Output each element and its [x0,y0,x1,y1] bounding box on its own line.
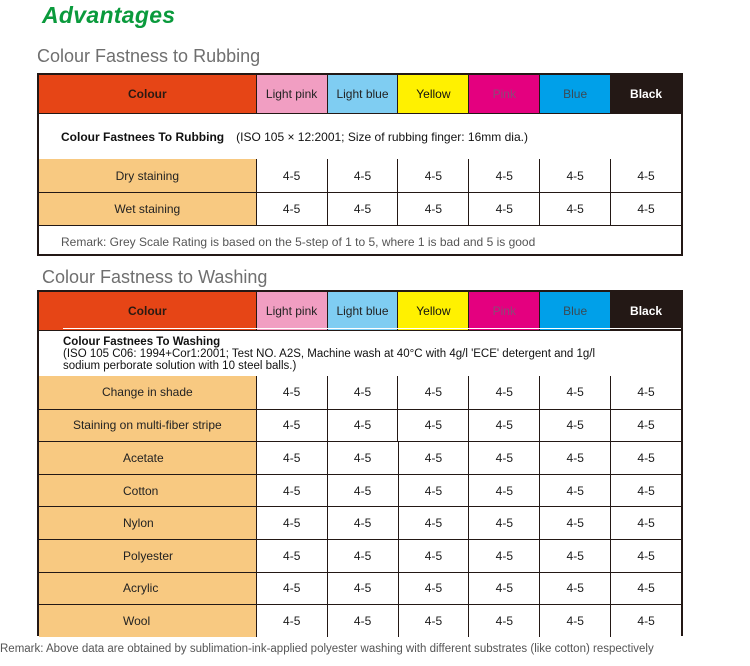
table-row [39,192,681,225]
colour-blue-header: Blue [539,292,610,330]
table-row [39,376,681,409]
rating-cell: 4-5 [610,475,681,507]
colour-light-pink-header: Light pink [256,292,327,330]
rubbing-remark: Remark: Grey Scale Rating is based on the 5-step of 1 to 5, where 1 is bad and 5 is good [61,234,536,249]
rating-cell: 4-5 [468,507,539,539]
rating-cell: 4-5 [610,376,681,409]
rating-cell: 4-5 [327,475,398,507]
row-label: Dry staining [39,159,256,192]
rating-cell: 4-5 [398,442,469,474]
rating-cell: 4-5 [256,193,327,225]
rating-cell: 4-5 [610,442,681,474]
row-label: Acetate [39,442,256,474]
row-label: Nylon [39,507,256,539]
rating-cell: 4-5 [397,376,468,409]
rubbing-section-title: Colour Fastness to Rubbing [37,46,261,66]
washing-info-row [39,330,681,376]
rating-cell: 4-5 [397,193,468,225]
rating-cell: 4-5 [468,540,539,572]
rating-cell: 4-5 [468,410,539,442]
rating-cell: 4-5 [327,442,398,474]
washing-header-row [39,292,681,330]
rating-cell: 4-5 [327,540,398,572]
colour-black-header: Black [610,292,681,330]
rating-cell: 4-5 [256,507,327,539]
rubbing-info-title: Colour Fastnees To Rubbing [61,129,225,144]
rating-cell: 4-5 [327,573,398,605]
colour-light-blue-header: Light blue [327,75,398,113]
rating-cell: 4-5 [468,605,539,637]
table-row [39,159,681,192]
rating-cell: 4-5 [539,507,610,539]
rating-cell: 4-5 [539,573,610,605]
washing-table [37,290,683,636]
colour-header-cell: Colour [39,75,256,113]
colour-light-pink-header: Light pink [256,75,327,113]
colour-yellow-header: Yellow [397,75,468,113]
page-title: Advantages [42,2,176,28]
table-row [39,474,681,507]
rating-cell: 4-5 [256,410,327,442]
rating-cell: 4-5 [327,605,398,637]
rating-cell: 4-5 [468,442,539,474]
washing-remark: Remark: Above data are obtained by sublimation-ink-applied polyester washing with different substrates (like cotton) respectively [0,643,654,655]
rating-cell: 4-5 [398,540,469,572]
row-label: Staining on multi-fiber stripe [39,410,256,442]
rating-cell: 4-5 [539,475,610,507]
row-label: Acrylic [39,573,256,605]
table-row [39,572,681,605]
rating-cell: 4-5 [468,376,539,409]
washing-info-standard-line2: sodium perborate solution with 10 steel balls.) [63,359,297,372]
rating-cell: 4-5 [610,573,681,605]
rating-cell: 4-5 [327,507,398,539]
rating-cell: 4-5 [398,507,469,539]
table-row [39,409,681,442]
rating-cell: 4-5 [256,159,327,192]
rating-cell: 4-5 [468,193,539,225]
rating-cell: 4-5 [398,605,469,637]
rating-cell: 4-5 [539,376,610,409]
rating-cell: 4-5 [539,540,610,572]
rating-cell: 4-5 [610,193,681,225]
colour-pink-header: Pink [468,75,539,113]
rating-cell: 4-5 [256,442,327,474]
rating-cell: 4-5 [539,442,610,474]
rating-cell: 4-5 [256,475,327,507]
rubbing-info-standard: (ISO 105 × 12:2001; Size of rubbing finger: 16mm dia.) [236,129,528,144]
colour-header-cell: Colour [39,292,256,330]
rating-cell: 4-5 [539,605,610,637]
washing-info-standard-line1: (ISO 105 C06: 1994+Cor1:2001; Test NO. A2S, Machine wash at 40°C with 4g/l 'ECE' detergent and 1g/l [63,347,596,360]
rating-cell: 4-5 [610,605,681,637]
header-divider-line [63,328,681,329]
rating-cell: 4-5 [468,475,539,507]
table-row [39,604,681,637]
rating-cell: 4-5 [610,507,681,539]
washing-info-title: Colour Fastnees To Washing [63,335,221,348]
rating-cell: 4-5 [539,410,610,442]
rating-cell: 4-5 [327,193,398,225]
rating-cell: 4-5 [610,159,681,192]
rating-cell: 4-5 [256,573,327,605]
rubbing-header-row [39,75,681,113]
washing-section-title: Colour Fastness to Washing [42,267,268,287]
table-row [39,506,681,539]
rating-cell: 4-5 [539,159,610,192]
row-label: Polyester [39,540,256,572]
rating-cell: 4-5 [610,540,681,572]
rating-cell: 4-5 [256,540,327,572]
colour-black-header: Black [610,75,681,113]
rating-cell: 4-5 [468,159,539,192]
colour-light-blue-header: Light blue [327,292,398,330]
rubbing-info-row [39,113,681,159]
row-label: Cotton [39,475,256,507]
rubbing-remark-row [39,225,681,257]
rating-cell: 4-5 [256,605,327,637]
rating-cell: 4-5 [397,159,468,192]
row-label: Wool [39,605,256,637]
colour-pink-header: Pink [468,292,539,330]
rating-cell: 4-5 [398,573,469,605]
colour-yellow-header: Yellow [397,292,468,330]
rating-cell: 4-5 [327,376,398,409]
rating-cell: 4-5 [398,475,469,507]
rating-cell: 4-5 [610,410,681,442]
rating-cell: 4-5 [327,410,398,442]
table-row [39,539,681,572]
rating-cell: 4-5 [256,376,327,409]
rating-cell: 4-5 [397,410,468,442]
rating-cell: 4-5 [327,159,398,192]
colour-blue-header: Blue [539,75,610,113]
row-label: Change in shade [39,376,256,409]
rubbing-table [37,73,683,256]
rating-cell: 4-5 [468,573,539,605]
table-row [39,441,681,474]
row-label: Wet staining [39,193,256,225]
rating-cell: 4-5 [539,193,610,225]
